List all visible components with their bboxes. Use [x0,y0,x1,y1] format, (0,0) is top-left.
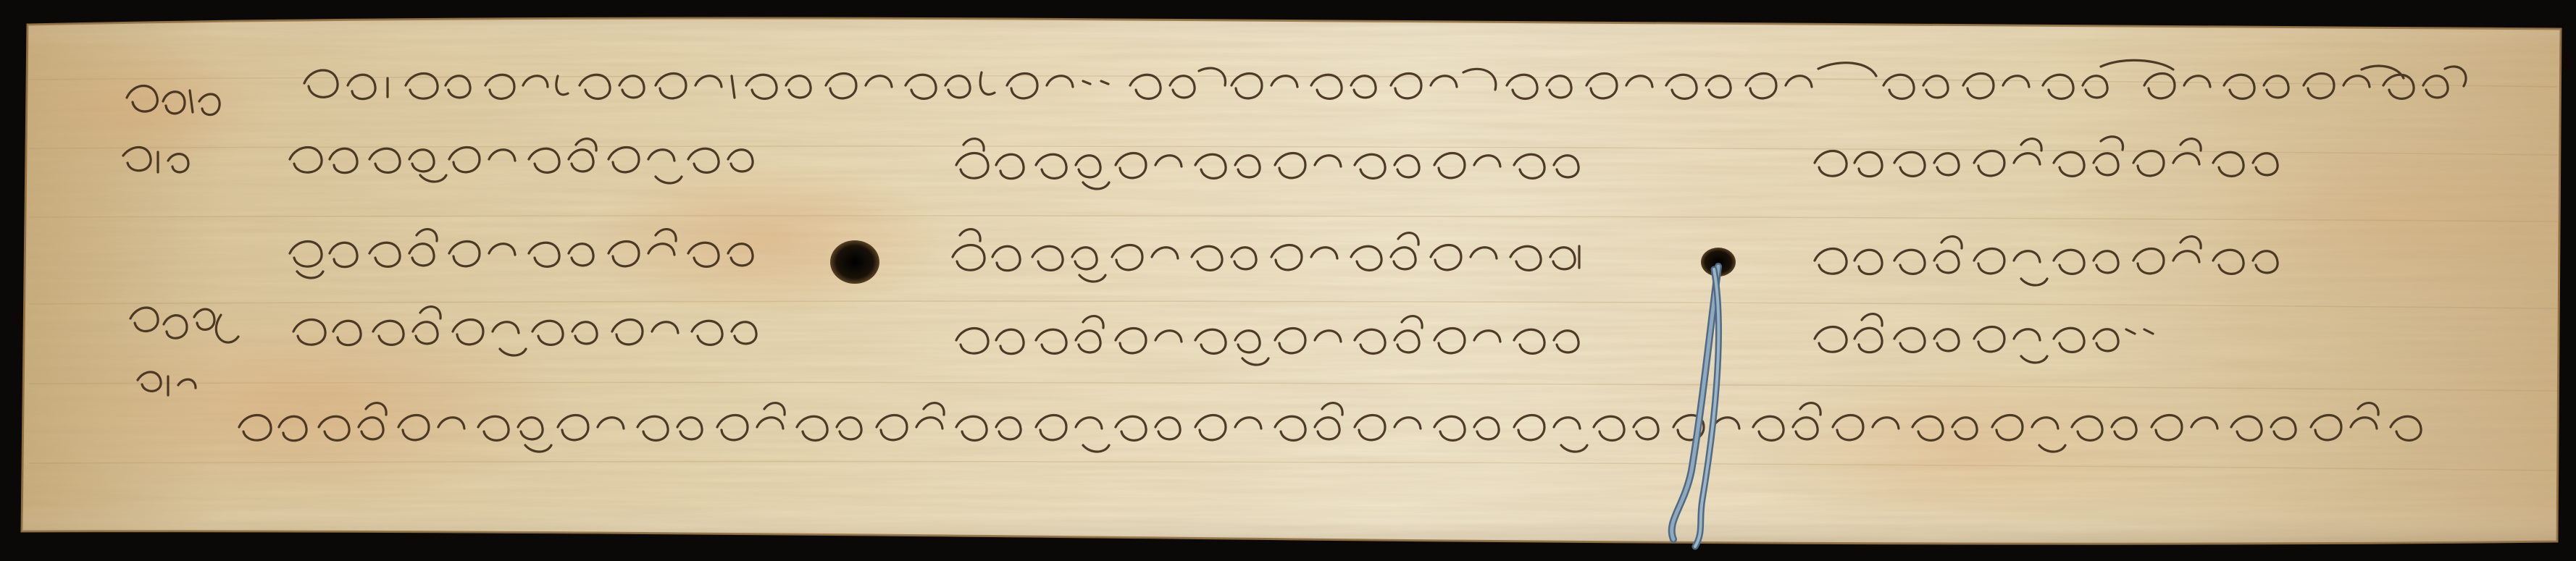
binding-hole-left [830,240,879,284]
